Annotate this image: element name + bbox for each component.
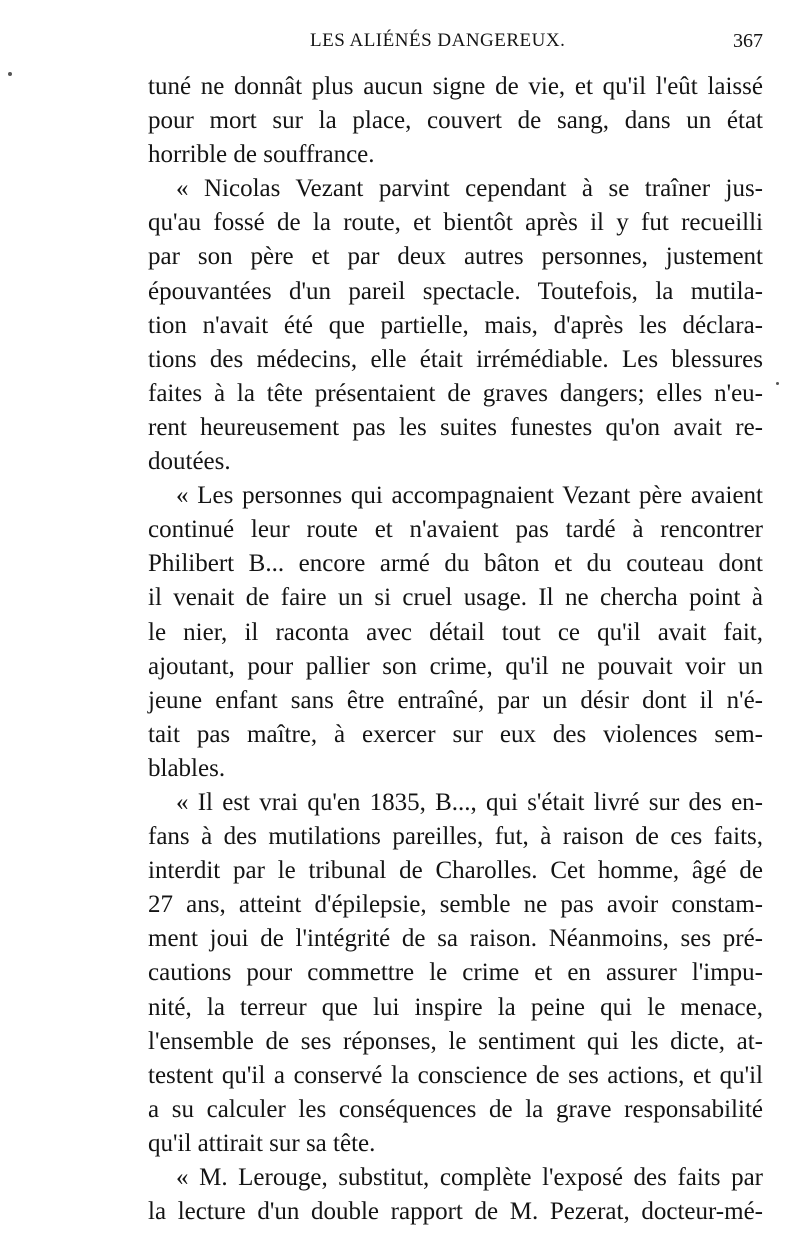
text-line: Philibert B... encore armé du bâton et du couteau dont [148,550,763,578]
text-line: jeune enfant sans être entraîné, par un désir dont il n'é- [148,686,763,714]
text-line: testent qu'il a conservé la conscience de ses actions, et qu'il [148,1061,763,1089]
text-line: ment joui de l'intégrité de sa raison. Néanmoins, ses pré- [148,925,763,953]
text-line: tuné ne donnât plus aucun signe de vie, et qu'il l'eût laissé [148,73,763,100]
text-line: il venait de faire un si cruel usage. Il ne chercha point à [148,584,763,612]
text-line: l'ensemble de ses réponses, le sentiment qui les dicte, at- [148,1027,763,1055]
text-line: continué leur route et n'avaient pas tardé à rencontrer [148,516,763,544]
page-number: 367 [733,30,763,52]
text-line: fans à des mutilations pareilles, fut, à raison de ces faits, [148,823,763,851]
text-line: « M. Lerouge, substitut, complète l'exposé des faits par [176,1164,763,1191]
text-line: a su calculer les conséquences de la grave responsabilité [148,1095,763,1123]
text-line: le nier, il raconta avec détail tout ce qu'il avait fait, [148,618,763,646]
running-head-title: LES ALIÉNÉS DANGEREUX. [310,30,566,51]
text-line: nité, la terreur que lui inspire la peine qui le menace, [148,993,763,1021]
text-line: tions des médecins, elle était irrémédiable. Les blessures [148,345,763,373]
text-line: tion n'avait été que partielle, mais, d'après les déclara- [148,311,763,339]
text-line: pour mort sur la place, couvert de sang, dans un état [148,107,763,135]
text-line: « Nicolas Vezant parvint cependant à se traîner jus- [176,175,763,203]
text-line: blables. [148,754,226,782]
body-text [148,70,763,1229]
text-line: rent heureusement pas les suites funestes qu'on avait re- [148,413,763,441]
text-line: interdit par le tribunal de Charolles. Cet homme, âgé de [148,857,763,885]
text-line: épouvantées d'un pareil spectacle. Toutefois, la mutila- [148,277,763,305]
text-line: cautions pour commettre le crime et en assurer l'impu- [148,959,763,987]
text-line: faites à la tête présentaient de graves dangers; elles n'eu- [148,379,763,407]
ink-speck [8,72,12,76]
text-line: la lecture d'un double rapport de M. Pezerat, docteur-mé- [148,1198,763,1226]
text-line: qu'il attirait sur sa tête. [148,1129,376,1157]
text-line: « Les personnes qui accompagnaient Vezant père avaient [176,482,763,510]
text-line: 27 ans, atteint d'épilepsie, semble ne pas avoir constam- [148,891,763,919]
text-line: tait pas maître, à exercer sur eux des violences sem- [148,720,763,748]
text-line: « Il est vrai qu'en 1835, B..., qui s'était livré sur des en- [176,788,763,816]
ink-speck [776,382,779,385]
text-line: doutées. [148,448,231,476]
text-line: par son père et par deux autres personnes, justement [148,243,763,271]
text-line: horrible de souffrance. [148,141,375,169]
running-head [148,30,763,62]
text-line: ajoutant, pour pallier son crime, qu'il ne pouvait voir un [148,652,763,680]
text-line: qu'au fossé de la route, et bientôt après il y fut recueilli [148,209,763,237]
